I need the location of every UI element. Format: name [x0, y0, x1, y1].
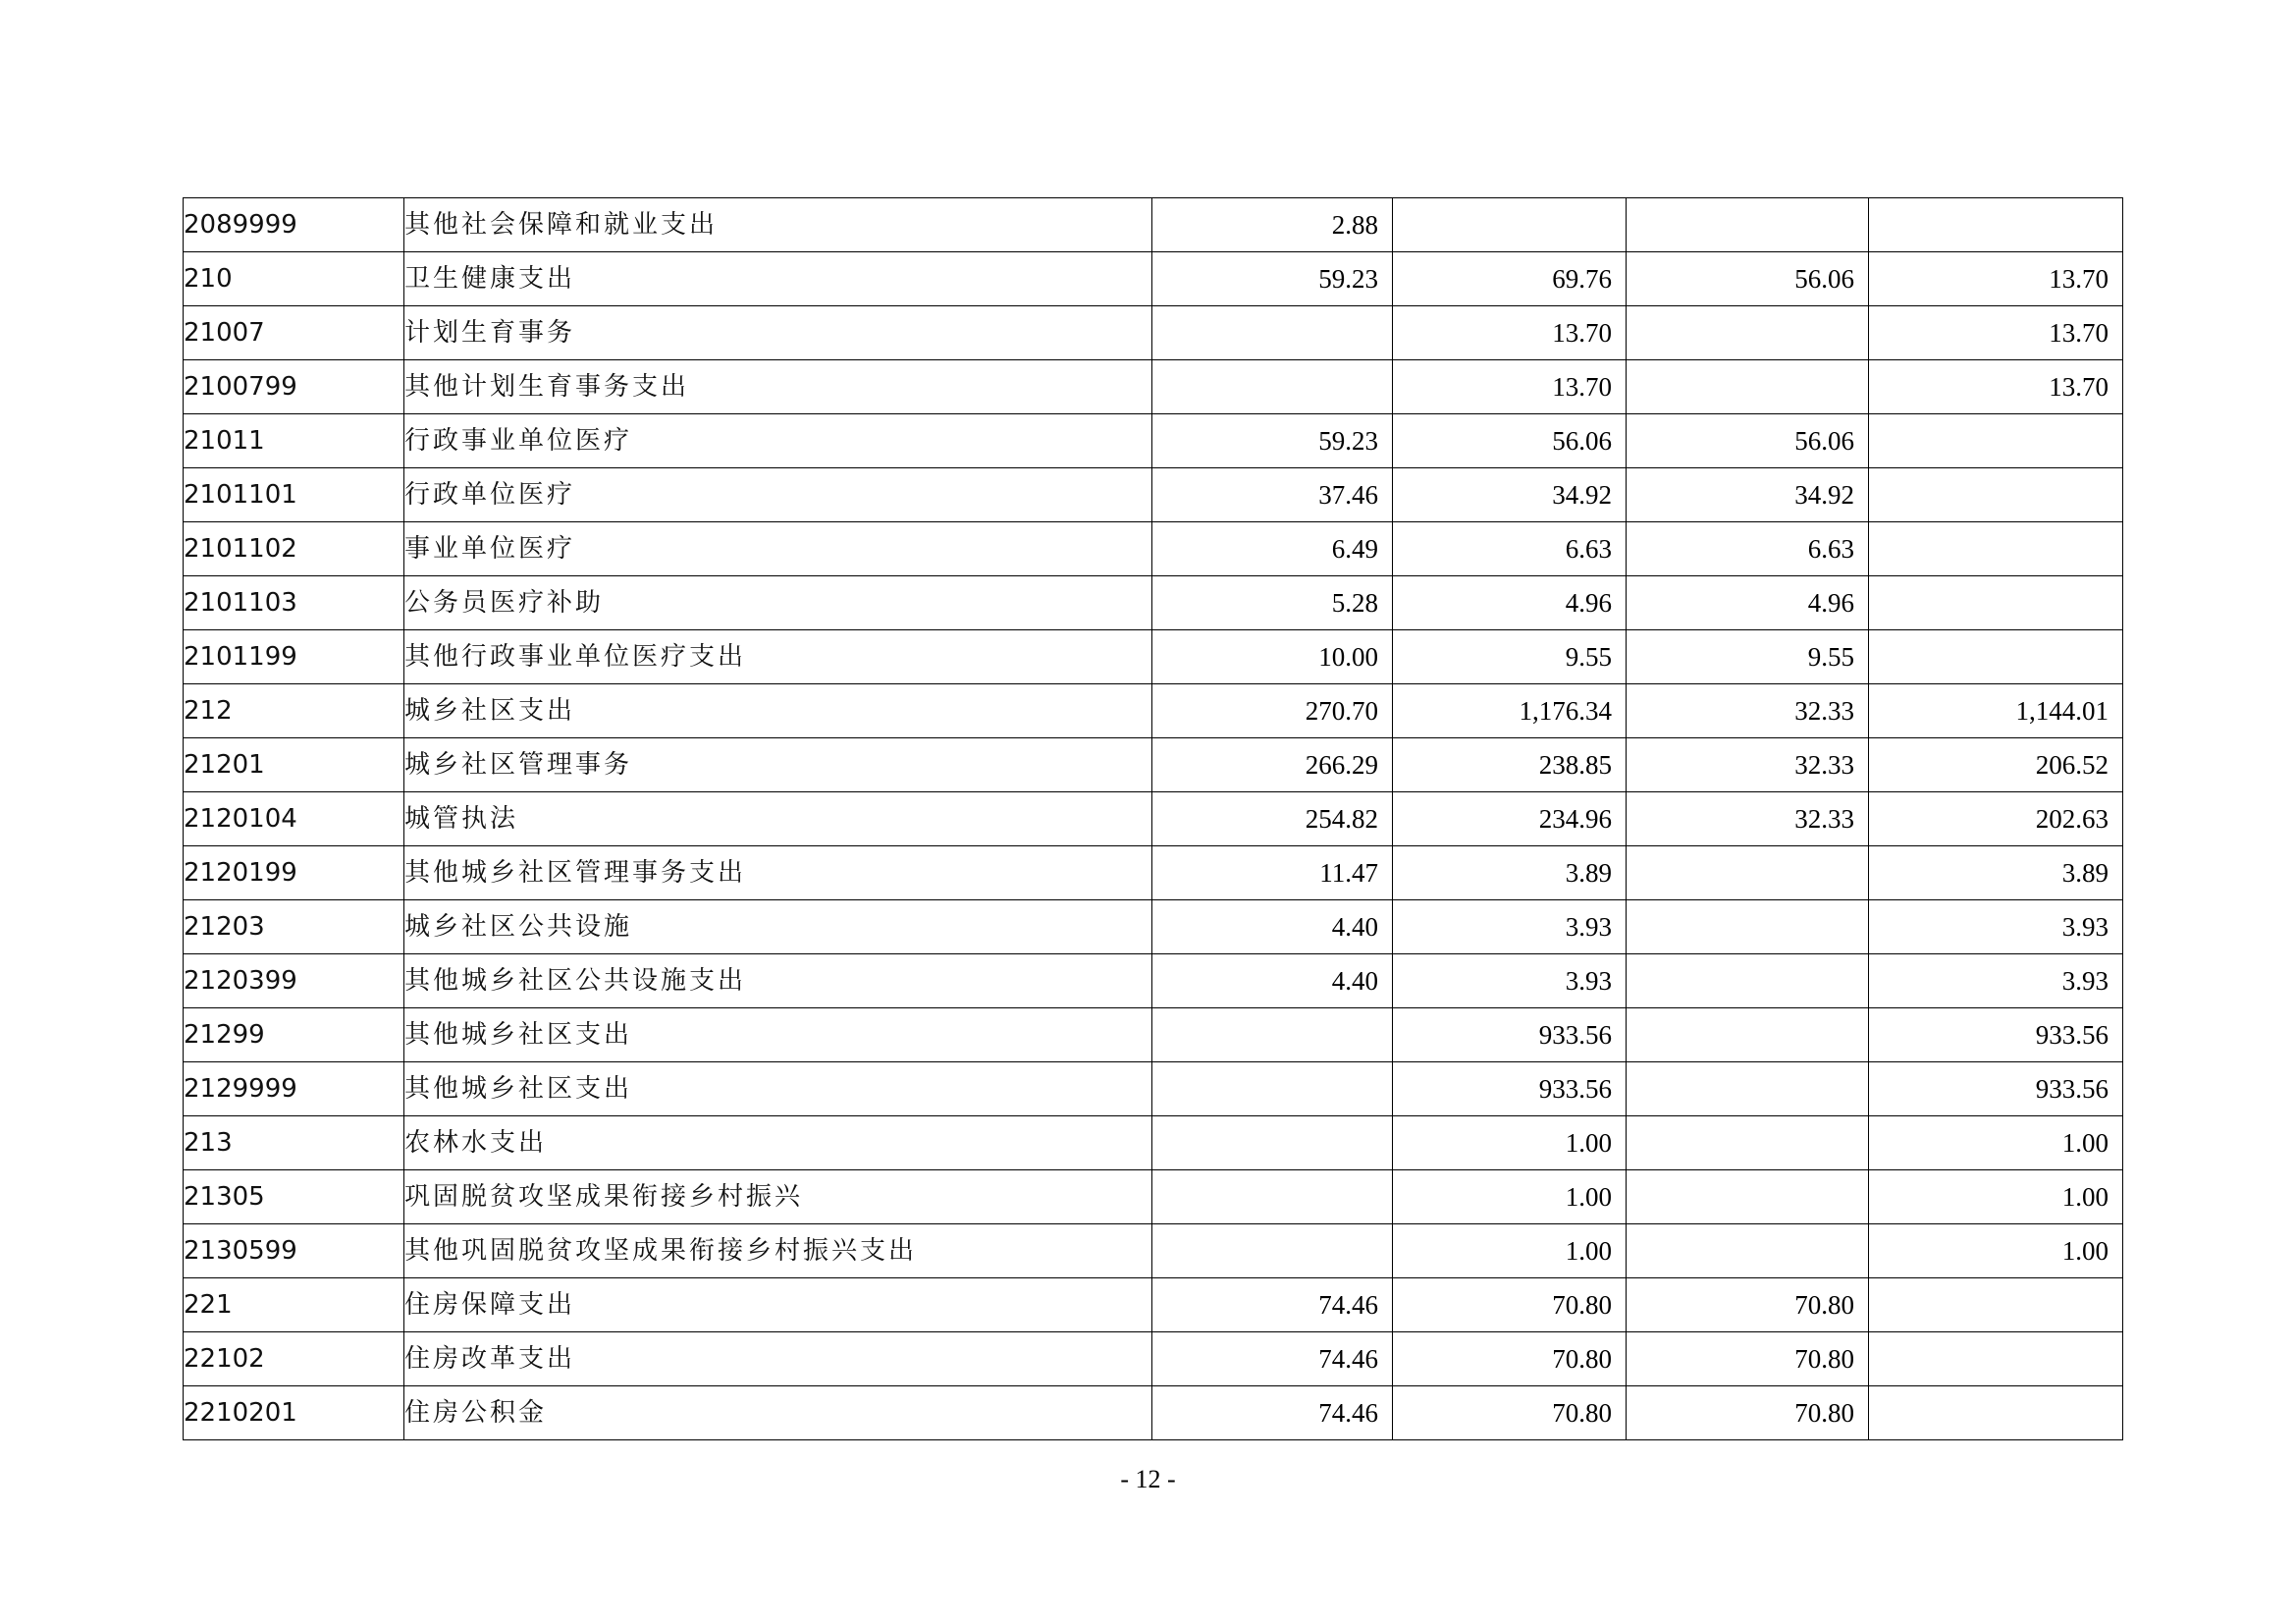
subject-code-cell: 2120399: [184, 954, 404, 1008]
subject-name-cell: 公务员医疗补助: [404, 576, 1152, 630]
table-row: [184, 198, 2123, 252]
subject-code-cell: 2130599: [184, 1224, 404, 1278]
amount-col-2-cell: 13.70: [1393, 306, 1627, 360]
amount-col-3-cell: [1627, 954, 1869, 1008]
amount-col-1-cell: 59.23: [1152, 252, 1393, 306]
amount-col-4-cell: 202.63: [1869, 792, 2123, 846]
amount-col-2-cell: 34.92: [1393, 468, 1627, 522]
table-row: [184, 1332, 2123, 1386]
amount-col-4-cell: [1869, 522, 2123, 576]
amount-col-3-cell: 70.80: [1627, 1332, 1869, 1386]
amount-col-4-cell: [1869, 1332, 2123, 1386]
amount-col-1-cell: 270.70: [1152, 684, 1393, 738]
amount-col-4-cell: [1869, 198, 2123, 252]
amount-col-2-cell: 3.93: [1393, 954, 1627, 1008]
amount-col-2-cell: 70.80: [1393, 1278, 1627, 1332]
subject-code-cell: 213: [184, 1116, 404, 1170]
amount-col-3-cell: [1627, 1116, 1869, 1170]
subject-code-cell: 21011: [184, 414, 404, 468]
subject-code-cell: 21007: [184, 306, 404, 360]
amount-col-4-cell: [1869, 468, 2123, 522]
subject-code-cell: 2101102: [184, 522, 404, 576]
subject-code-cell: 2120199: [184, 846, 404, 900]
amount-col-2-cell: 70.80: [1393, 1332, 1627, 1386]
subject-code-cell: 2089999: [184, 198, 404, 252]
table-row: [184, 846, 2123, 900]
table-row: [184, 792, 2123, 846]
amount-col-1-cell: 4.40: [1152, 900, 1393, 954]
amount-col-3-cell: 70.80: [1627, 1386, 1869, 1440]
budget-expenditure-table: [183, 197, 2123, 1440]
amount-col-2-cell: 1.00: [1393, 1116, 1627, 1170]
amount-col-1-cell: 74.46: [1152, 1332, 1393, 1386]
amount-col-4-cell: 3.93: [1869, 900, 2123, 954]
table-row: [184, 468, 2123, 522]
amount-col-2-cell: 13.70: [1393, 360, 1627, 414]
amount-col-3-cell: 4.96: [1627, 576, 1869, 630]
subject-code-cell: 2100799: [184, 360, 404, 414]
amount-col-2-cell: 3.93: [1393, 900, 1627, 954]
table-row: [184, 900, 2123, 954]
subject-name-cell: 事业单位医疗: [404, 522, 1152, 576]
subject-name-cell: 其他社会保障和就业支出: [404, 198, 1152, 252]
amount-col-3-cell: 56.06: [1627, 252, 1869, 306]
table-row: [184, 306, 2123, 360]
amount-col-1-cell: [1152, 1116, 1393, 1170]
amount-col-3-cell: [1627, 1170, 1869, 1224]
subject-code-cell: 2101103: [184, 576, 404, 630]
subject-code-cell: 21299: [184, 1008, 404, 1062]
amount-col-4-cell: 1.00: [1869, 1224, 2123, 1278]
table-row: [184, 684, 2123, 738]
subject-name-cell: 城乡社区公共设施: [404, 900, 1152, 954]
amount-col-4-cell: 13.70: [1869, 306, 2123, 360]
amount-col-1-cell: 59.23: [1152, 414, 1393, 468]
amount-col-2-cell: 6.63: [1393, 522, 1627, 576]
table-row: [184, 252, 2123, 306]
amount-col-3-cell: 34.92: [1627, 468, 1869, 522]
subject-code-cell: 2101101: [184, 468, 404, 522]
amount-col-1-cell: 37.46: [1152, 468, 1393, 522]
amount-col-2-cell: 4.96: [1393, 576, 1627, 630]
amount-col-2-cell: 1,176.34: [1393, 684, 1627, 738]
amount-col-3-cell: 32.33: [1627, 684, 1869, 738]
subject-name-cell: 其他城乡社区公共设施支出: [404, 954, 1152, 1008]
amount-col-4-cell: [1869, 630, 2123, 684]
amount-col-1-cell: [1152, 1224, 1393, 1278]
table-row: [184, 738, 2123, 792]
amount-col-3-cell: [1627, 198, 1869, 252]
subject-name-cell: 住房改革支出: [404, 1332, 1152, 1386]
amount-col-4-cell: 933.56: [1869, 1062, 2123, 1116]
amount-col-4-cell: [1869, 1278, 2123, 1332]
amount-col-3-cell: [1627, 306, 1869, 360]
table-row: [184, 1008, 2123, 1062]
subject-name-cell: 其他计划生育事务支出: [404, 360, 1152, 414]
amount-col-3-cell: [1627, 360, 1869, 414]
amount-col-3-cell: [1627, 1062, 1869, 1116]
subject-name-cell: 其他城乡社区支出: [404, 1062, 1152, 1116]
table-row: [184, 1062, 2123, 1116]
table-row: [184, 1170, 2123, 1224]
amount-col-4-cell: [1869, 576, 2123, 630]
amount-col-3-cell: 56.06: [1627, 414, 1869, 468]
amount-col-2-cell: 933.56: [1393, 1008, 1627, 1062]
table-row: [184, 360, 2123, 414]
subject-name-cell: 其他行政事业单位医疗支出: [404, 630, 1152, 684]
table-row: [184, 630, 2123, 684]
subject-code-cell: 2210201: [184, 1386, 404, 1440]
amount-col-1-cell: [1152, 1170, 1393, 1224]
amount-col-1-cell: [1152, 1008, 1393, 1062]
subject-code-cell: 212: [184, 684, 404, 738]
subject-code-cell: 2129999: [184, 1062, 404, 1116]
amount-col-1-cell: 11.47: [1152, 846, 1393, 900]
amount-col-2-cell: 234.96: [1393, 792, 1627, 846]
amount-col-1-cell: [1152, 1062, 1393, 1116]
amount-col-1-cell: 5.28: [1152, 576, 1393, 630]
amount-col-2-cell: 56.06: [1393, 414, 1627, 468]
amount-col-2-cell: 238.85: [1393, 738, 1627, 792]
subject-code-cell: 2120104: [184, 792, 404, 846]
amount-col-3-cell: 32.33: [1627, 738, 1869, 792]
subject-code-cell: 2101199: [184, 630, 404, 684]
page-number: - 12 -: [1120, 1465, 1176, 1493]
amount-col-2-cell: 1.00: [1393, 1170, 1627, 1224]
subject-name-cell: 行政单位医疗: [404, 468, 1152, 522]
amount-col-4-cell: 1.00: [1869, 1170, 2123, 1224]
subject-code-cell: 21201: [184, 738, 404, 792]
amount-col-3-cell: 70.80: [1627, 1278, 1869, 1332]
table-row: [184, 576, 2123, 630]
subject-name-cell: 其他城乡社区支出: [404, 1008, 1152, 1062]
amount-col-1-cell: [1152, 360, 1393, 414]
amount-col-3-cell: [1627, 1224, 1869, 1278]
subject-name-cell: 计划生育事务: [404, 306, 1152, 360]
table-row: [184, 1386, 2123, 1440]
table-row: [184, 522, 2123, 576]
subject-name-cell: 其他巩固脱贫攻坚成果衔接乡村振兴支出: [404, 1224, 1152, 1278]
amount-col-3-cell: 6.63: [1627, 522, 1869, 576]
amount-col-4-cell: 13.70: [1869, 360, 2123, 414]
amount-col-1-cell: 2.88: [1152, 198, 1393, 252]
amount-col-3-cell: 9.55: [1627, 630, 1869, 684]
amount-col-4-cell: [1869, 414, 2123, 468]
amount-col-2-cell: 1.00: [1393, 1224, 1627, 1278]
subject-code-cell: 22102: [184, 1332, 404, 1386]
subject-name-cell: 卫生健康支出: [404, 252, 1152, 306]
amount-col-3-cell: 32.33: [1627, 792, 1869, 846]
amount-col-1-cell: 74.46: [1152, 1386, 1393, 1440]
amount-col-3-cell: [1627, 1008, 1869, 1062]
amount-col-1-cell: [1152, 306, 1393, 360]
subject-name-cell: 行政事业单位医疗: [404, 414, 1152, 468]
subject-name-cell: 巩固脱贫攻坚成果衔接乡村振兴: [404, 1170, 1152, 1224]
amount-col-4-cell: 3.93: [1869, 954, 2123, 1008]
amount-col-2-cell: [1393, 198, 1627, 252]
amount-col-2-cell: 69.76: [1393, 252, 1627, 306]
amount-col-1-cell: 74.46: [1152, 1278, 1393, 1332]
subject-code-cell: 210: [184, 252, 404, 306]
subject-name-cell: 城管执法: [404, 792, 1152, 846]
amount-col-2-cell: 70.80: [1393, 1386, 1627, 1440]
amount-col-1-cell: 254.82: [1152, 792, 1393, 846]
amount-col-1-cell: 266.29: [1152, 738, 1393, 792]
table-body: [184, 198, 2123, 1440]
subject-name-cell: 城乡社区管理事务: [404, 738, 1152, 792]
subject-name-cell: 城乡社区支出: [404, 684, 1152, 738]
subject-name-cell: 其他城乡社区管理事务支出: [404, 846, 1152, 900]
subject-name-cell: 住房保障支出: [404, 1278, 1152, 1332]
amount-col-4-cell: 3.89: [1869, 846, 2123, 900]
amount-col-4-cell: 206.52: [1869, 738, 2123, 792]
subject-name-cell: 农林水支出: [404, 1116, 1152, 1170]
table-row: [184, 954, 2123, 1008]
amount-col-3-cell: [1627, 900, 1869, 954]
amount-col-1-cell: 6.49: [1152, 522, 1393, 576]
amount-col-2-cell: 3.89: [1393, 846, 1627, 900]
amount-col-3-cell: [1627, 846, 1869, 900]
table-row: [184, 1278, 2123, 1332]
table-row: [184, 414, 2123, 468]
subject-code-cell: 21203: [184, 900, 404, 954]
amount-col-4-cell: [1869, 1386, 2123, 1440]
subject-name-cell: 住房公积金: [404, 1386, 1152, 1440]
table-row: [184, 1116, 2123, 1170]
amount-col-1-cell: 4.40: [1152, 954, 1393, 1008]
amount-col-2-cell: 9.55: [1393, 630, 1627, 684]
subject-code-cell: 21305: [184, 1170, 404, 1224]
amount-col-4-cell: 1.00: [1869, 1116, 2123, 1170]
subject-code-cell: 221: [184, 1278, 404, 1332]
amount-col-4-cell: 13.70: [1869, 252, 2123, 306]
table-row: [184, 1224, 2123, 1278]
amount-col-2-cell: 933.56: [1393, 1062, 1627, 1116]
amount-col-4-cell: 933.56: [1869, 1008, 2123, 1062]
amount-col-1-cell: 10.00: [1152, 630, 1393, 684]
amount-col-4-cell: 1,144.01: [1869, 684, 2123, 738]
